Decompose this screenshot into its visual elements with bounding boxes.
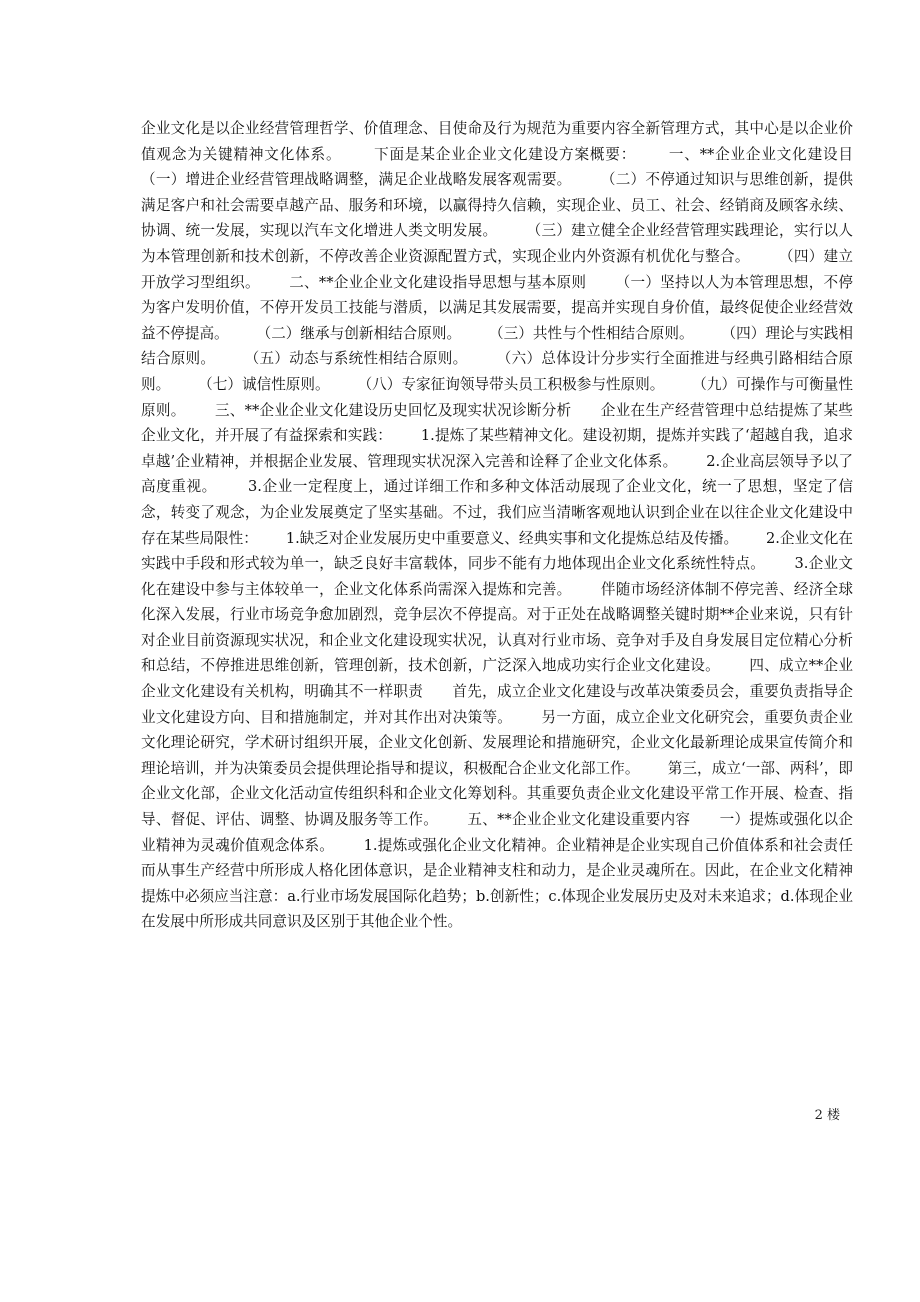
page-number: 2 楼 xyxy=(814,1108,840,1123)
document-body-text: 企业文化是以企业经营管理哲学、价值理念、目使命及行为规范为重要内容全新管理方式，其中心是以企业价值观念为关键精神文化体系。 下面是某企业企业文化建设方案概要： 一、**企业企业文化建设目 （一）增进企业经营管理战略调整，满足企业战略发展客观需要。 （二）不停通过知识与思维创新，提供满足客户和社会需要卓越产品、服务和环境，以赢得持久信赖，实现企业、员工、社会、经销商及顾客永续、协调、统一发展，实现以汽车文化增进人类文明发展。 （三）建立健全企业经营管理实践理论，实行以人为本管理创新和技术创新，不停改善企业资源配置方式，实现企业内外资源有机优化与整合。 （四）建立开放学习型组织。 二、**企业企业文化建设指导思想与基本原则 （一）坚持以人为本管理思想，不停为客户发明价值，不停开发员工技能与潜质，以满足其发展需要，提高并实现自身价值，最终促使企业经营效益不停提高。 （二）继承与创新相结合原则。 （三）共性与个性相结合原则。 （四）理论与实践相结合原则。 （五）动态与系统性相结合原则。 （六）总体设计分步实行全面推进与经典引路相结合原则。 （七）诚信性原则。 （八）专家征询领导带头员工积极参与性原则。 （九）可操作与可衡量性原则。 三、**企业企业文化建设历史回忆及现实状况诊断分析 企业在生产经营管理中总结提炼了某些企业文化，并开展了有益探索和实践： 1.提炼了某些精神文化。建设初期，提炼并实践了‘超越自我，追求卓越’企业精神，并根据企业发展、管理现实状况深入完善和诠释了企业文化体系。 2.企业高层领导予以了高度重视。 3.企业一定程度上，通过详细工作和多种文体活动展现了企业文化，统一了思想，坚定了信念，转变了观念，为企业发展奠定了坚实基础。不过，我们应当清晰客观地认识到企业在以往企业文化建设中存在某些局限性： 1.缺乏对企业发展历史中重要意义、经典实事和文化提炼总结及传播。 2.企业文化在实践中手段和形式较为单一，缺乏良好丰富载体，同步不能有力地体现出企业文化系统性特点。 3.企业文化在建设中参与主体较单一，企业文化体系尚需深入提炼和完善。 伴随市场经济体制不停完善、经济全球化深入发展，行业市场竞争愈加剧烈，竞争层次不停提高。对于正处在战略调整关键时期**企业来说，只有针对企业目前资源现实状况，和企业文化建设现实状况，认真对行业市场、竞争对手及自身发展目定位精心分析和总结，不停推进思维创新，管理创新，技术创新，广泛深入地成功实行企业文化建设。 四、成立**企业企业文化建设有关机构，明确其不一样职责 首先，成立企业文化建设与改革决策委员会，重要负责指导企业文化建设方向、目和措施制定，并对其作出对决策等。 另一方面，成立企业文化研究会，重要负责企业文化理论研究，学术研讨组织开展，企业文化创新、发展理论和措施研究，企业文化最新理论成果宣传简介和理论培训，并为决策委员会提供理论指导和提议，积极配合企业文化部工作。 第三，成立‘一部、两科’，即企业文化部，企业文化活动宣传组织科和企业文化筹划科。其重要负责企业文化建设平常工作开展、检查、指导、督促、评估、调整、协调及服务等工作。 五、**企业企业文化建设重要内容 一）提炼或强化以企业精神为灵魂价值观念体系。 1.提炼或强化企业文化精神。企业精神是企业实现自己价值体系和社会责任而从事生产经营中所形成人格化团体意识，是企业精神支柱和动力，是企业灵魂所在。因此，在企业文化精神提炼中必须应当注意：a.行业市场发展国际化趋势；b.创新性；c.体现企业发展历史及对未来追求；d.体现企业在发展中所形成共同意识及区别于其他企业个性。 xyxy=(141,120,881,931)
